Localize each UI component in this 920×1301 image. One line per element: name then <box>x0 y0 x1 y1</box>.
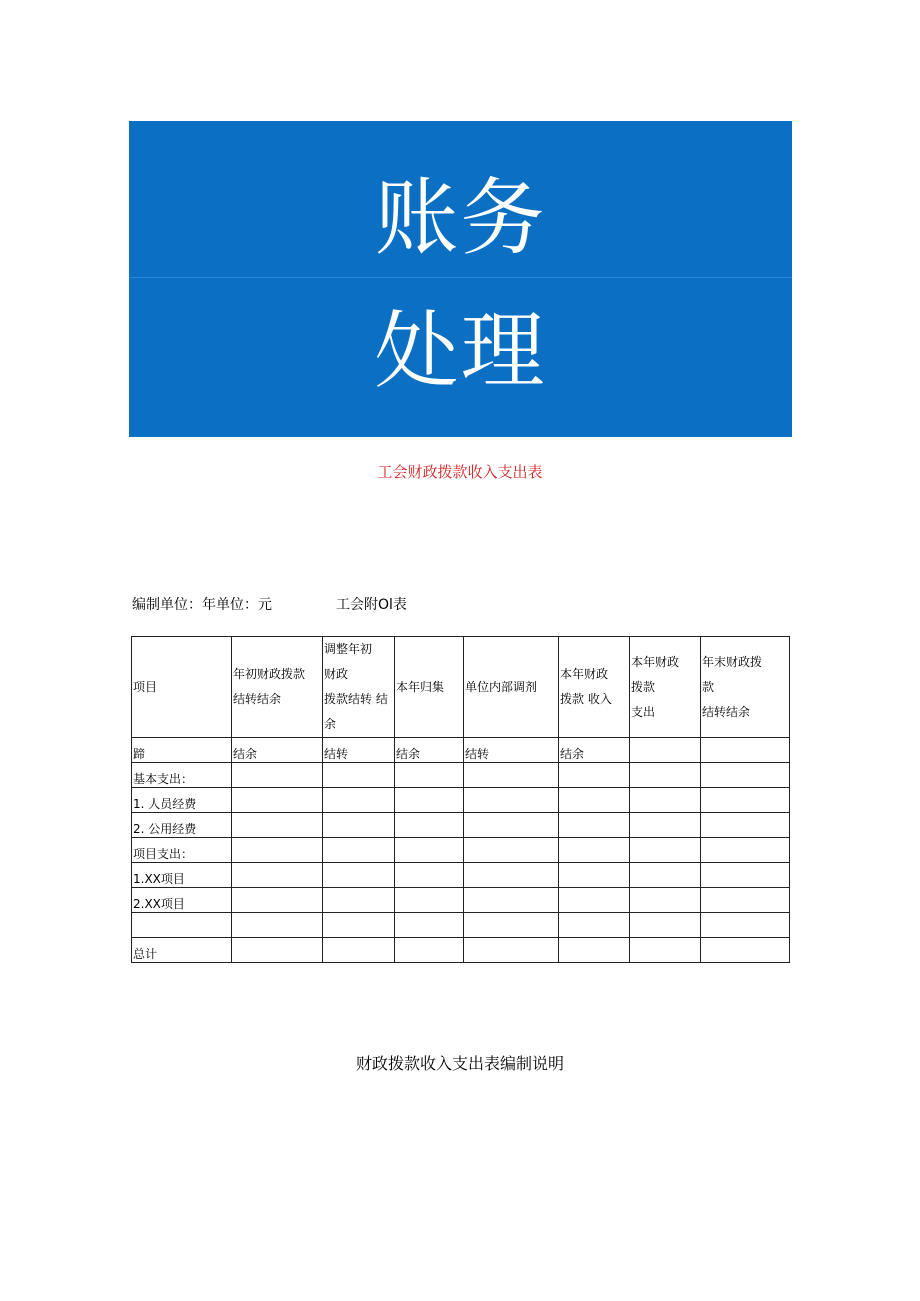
table-cell <box>559 763 630 788</box>
revenue-expenditure-table <box>131 636 790 963</box>
cell-text: 项目支出： <box>133 847 194 861</box>
table-cell <box>559 813 630 838</box>
row-label-cell <box>132 838 232 863</box>
table-cell <box>323 838 395 863</box>
table-cell <box>232 888 323 913</box>
table-cell <box>701 763 790 788</box>
table-cell <box>395 913 464 938</box>
table-cell <box>630 888 701 913</box>
row-label-cell <box>132 863 232 888</box>
column-header: 本年财政 拨款 收入 <box>559 637 630 738</box>
table-row <box>132 913 790 938</box>
table-cell <box>701 888 790 913</box>
table-row <box>132 813 790 838</box>
column-header: 本年财政 拨款 支出 <box>630 637 701 738</box>
table-cell <box>232 938 323 963</box>
table-cell <box>464 738 559 763</box>
row-label-cell <box>132 888 232 913</box>
table-cell <box>464 938 559 963</box>
banner-title-line2: 处理 <box>374 302 547 400</box>
table-cell <box>395 938 464 963</box>
table-cell <box>701 938 790 963</box>
cell-text: 2.XX项目 <box>133 897 185 911</box>
cell-text: 结余 <box>560 747 585 761</box>
column-header: 年末财政拨 款 结转结余 <box>701 637 790 738</box>
table-cell <box>559 938 630 963</box>
table-cell <box>232 738 323 763</box>
table-row <box>132 838 790 863</box>
table-body <box>132 637 790 963</box>
table-cell <box>559 863 630 888</box>
cell-text: 1. 人员经费 <box>133 797 197 811</box>
unit-label: 编制单位：年单位：元 <box>132 597 272 613</box>
table-cell <box>464 888 559 913</box>
row-label-cell <box>132 938 232 963</box>
table-cell <box>323 938 395 963</box>
table-cell <box>701 838 790 863</box>
table-cell <box>323 813 395 838</box>
table-cell <box>232 913 323 938</box>
table-cell <box>232 763 323 788</box>
table-cell <box>323 863 395 888</box>
table-row <box>132 863 790 888</box>
table-cell <box>701 863 790 888</box>
banner-title-line1: 账务 <box>374 169 547 267</box>
form-title: 工会财政拨款收入支出表 <box>377 463 543 481</box>
row-label-cell <box>132 788 232 813</box>
table-row <box>132 763 790 788</box>
cell-text: 结转 <box>324 747 349 761</box>
table-row <box>132 888 790 913</box>
form-number: 工会附Ol表 <box>336 597 407 613</box>
table-cell <box>630 938 701 963</box>
column-header: 单位内部调剂 <box>464 637 559 738</box>
table-cell <box>630 838 701 863</box>
title-banner <box>129 121 792 437</box>
table-cell <box>630 813 701 838</box>
table-cell <box>701 813 790 838</box>
table-cell <box>323 913 395 938</box>
table-cell <box>701 913 790 938</box>
table-cell <box>630 763 701 788</box>
cell-text: 结余 <box>396 747 421 761</box>
table-cell <box>464 838 559 863</box>
table-cell <box>323 763 395 788</box>
table-cell <box>464 863 559 888</box>
table-cell <box>232 813 323 838</box>
table-cell <box>559 788 630 813</box>
table-cell <box>232 838 323 863</box>
explanation-title: 财政拨款收入支出表编制说明 <box>355 1054 564 1073</box>
form-meta <box>132 594 407 614</box>
cell-text: 结余 <box>233 747 258 761</box>
table-cell <box>630 788 701 813</box>
cell-text: 总计 <box>133 947 158 961</box>
table-cell <box>395 763 464 788</box>
column-header: 年初财政拨款 结转结余 <box>232 637 323 738</box>
table-cell <box>630 863 701 888</box>
cell-text: 1.XX项目 <box>133 872 185 886</box>
column-header: 本年归集 <box>395 637 464 738</box>
cell-text: 蹄 <box>133 747 146 761</box>
table-cell <box>559 838 630 863</box>
table-cell <box>395 788 464 813</box>
table-cell <box>630 738 701 763</box>
cell-text: 结转 <box>465 747 490 761</box>
table-cell <box>559 888 630 913</box>
row-label-cell <box>132 913 232 938</box>
row-label-cell <box>132 738 232 763</box>
table-cell <box>559 913 630 938</box>
table-row <box>132 788 790 813</box>
table-cell <box>464 913 559 938</box>
table-header-row <box>132 637 790 738</box>
row-label-cell <box>132 763 232 788</box>
table-cell <box>395 838 464 863</box>
table-cell <box>395 863 464 888</box>
table-cell <box>232 788 323 813</box>
table-cell <box>232 863 323 888</box>
cell-text: 2. 公用经费 <box>133 822 197 836</box>
row-label-cell <box>132 813 232 838</box>
banner-divider <box>129 277 792 278</box>
table-cell <box>323 738 395 763</box>
table-cell <box>323 888 395 913</box>
table-cell <box>559 738 630 763</box>
table-cell <box>464 788 559 813</box>
table-cell <box>395 813 464 838</box>
table-cell <box>464 813 559 838</box>
table-row <box>132 738 790 763</box>
table-cell <box>630 913 701 938</box>
table-cell <box>395 738 464 763</box>
cell-text: 基本支出： <box>133 772 194 786</box>
table-cell <box>395 888 464 913</box>
column-header: 项目 <box>132 637 232 738</box>
table-cell <box>701 738 790 763</box>
table-cell <box>701 788 790 813</box>
column-header: 调整年初 财政 拨款结转 结 余 <box>323 637 395 738</box>
table-row <box>132 938 790 963</box>
table-cell <box>464 763 559 788</box>
table-cell <box>323 788 395 813</box>
